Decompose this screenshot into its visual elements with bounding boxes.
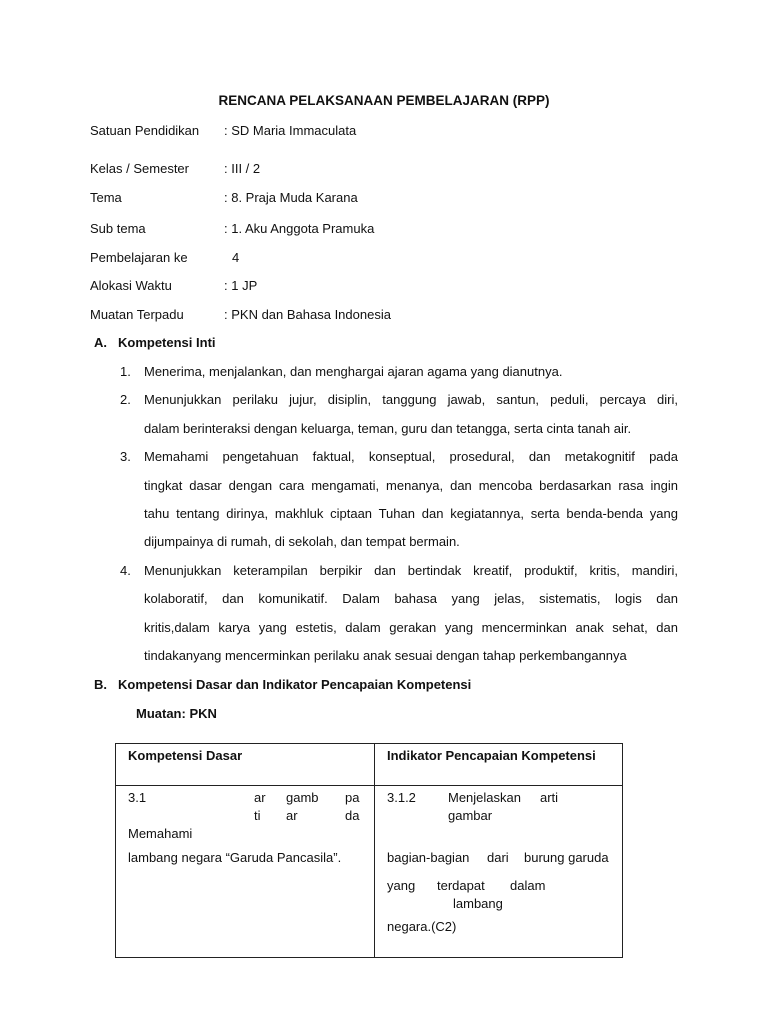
list-line: tingkat dasar dengan cara mengamati, menanya, dan mencoba berdasarkan rasa ingin — [144, 478, 678, 493]
kd-code: 3.1 — [128, 790, 147, 805]
ipk-word: gambar — [448, 808, 493, 823]
list-line: Menerima, menjalankan, dan menghargai ajaran agama yang dianutnya. — [144, 364, 563, 379]
identity-label: Pembelajaran ke — [90, 250, 188, 265]
list-number: 4. — [120, 563, 131, 578]
identity-value: : III / 2 — [224, 161, 261, 176]
table-header-cell — [116, 744, 375, 786]
list-line: tahu tentang dirinya, makhluk ciptaan Tuhan dan kegiatannya, serta benda-benda yang — [144, 506, 678, 521]
identity-label: Muatan Terpadu — [90, 307, 184, 322]
ipk-word: yang — [387, 878, 416, 893]
list-number: 2. — [120, 392, 131, 407]
list-line: kritis,dalam karya yang estetis, dalam gerakan yang mencerminkan anak sehat, dan — [144, 620, 678, 635]
list-line: dalam berinteraksi dengan keluarga, teman, guru dan tetangga, serta cinta tanah air. — [144, 421, 632, 436]
column-header-ipk: Indikator Pencapaian Kompetensi — [387, 748, 596, 763]
table-header-cell — [375, 744, 623, 786]
ipk-word: dari — [487, 850, 509, 865]
ipk-word: Menjelaskan — [448, 790, 521, 805]
identity-label: Sub tema — [90, 221, 146, 236]
ipk-cell — [375, 786, 623, 958]
ipk-code: 3.1.2 — [387, 790, 416, 805]
section-a-heading: Kompetensi Inti — [118, 335, 216, 350]
section-b-heading: Kompetensi Dasar dan Indikator Pencapaian Kompetensi — [118, 677, 472, 692]
ipk-word: lambang — [453, 896, 503, 911]
section-b-marker: B. — [94, 677, 107, 692]
identity-value: : 8. Praja Muda Karana — [224, 190, 358, 205]
identity-value: : SD Maria Immaculata — [224, 123, 357, 138]
ipk-word: bagian-bagian — [387, 850, 470, 865]
kd-fragment: da — [345, 808, 360, 823]
kd-cell — [116, 786, 375, 958]
identity-value: : 1 JP — [224, 278, 258, 293]
ipk-word: burung garuda — [524, 850, 609, 865]
kd-fragment: gamb — [286, 790, 319, 805]
section-b-subheading: Muatan: PKN — [136, 706, 217, 721]
kd-fragment: pa — [345, 790, 360, 805]
list-line: kolaboratif, dan komunikatif. Dalam bahasa yang jelas, sistematis, logis dan — [144, 591, 678, 606]
identity-label: Satuan Pendidikan — [90, 123, 200, 138]
identity-label: Tema — [90, 190, 122, 205]
ipk-word: arti — [540, 790, 559, 805]
identity-label: Alokasi Waktu — [90, 278, 172, 293]
list-line: dijumpainya di rumah, di sekolah, dan tempat bermain. — [144, 534, 460, 549]
list-line: Memahami pengetahuan faktual, konseptual, prosedural, dan metakognitif pada — [144, 449, 678, 464]
list-number: 3. — [120, 449, 131, 464]
list-number: 1. — [120, 364, 131, 379]
list-line: Menunjukkan perilaku jujur, disiplin, tanggung jawab, santun, peduli, percaya diri, — [144, 392, 678, 407]
ipk-text: negara.(C2) — [387, 919, 457, 934]
competency-table — [115, 743, 623, 958]
identity-label: Kelas / Semester — [90, 161, 189, 176]
ipk-word: dalam — [510, 878, 546, 893]
column-header-kd: Kompetensi Dasar — [128, 748, 243, 763]
section-a-marker: A. — [94, 335, 107, 350]
kd-fragment: ar — [286, 808, 298, 823]
document-title: RENCANA PELAKSANAAN PEMBELAJARAN (RPP) — [218, 93, 550, 108]
kd-text: lambang negara “Garuda Pancasila”. — [128, 850, 342, 865]
identity-value: : PKN dan Bahasa Indonesia — [224, 307, 391, 322]
kd-fragment: ar — [254, 790, 266, 805]
list-line: tindakanyang mencerminkan perilaku anak sesuai dengan tahap perkembangannya — [144, 648, 627, 663]
list-line: Menunjukkan keterampilan berpikir dan bertindak kreatif, produktif, kritis, mandiri, — [144, 563, 678, 578]
kd-fragment: ti — [254, 808, 261, 823]
ipk-word: terdapat — [437, 878, 485, 893]
kd-word: Memahami — [128, 826, 193, 841]
identity-value: : 1. Aku Anggota Pramuka — [224, 221, 375, 236]
identity-value: 4 — [232, 250, 240, 265]
